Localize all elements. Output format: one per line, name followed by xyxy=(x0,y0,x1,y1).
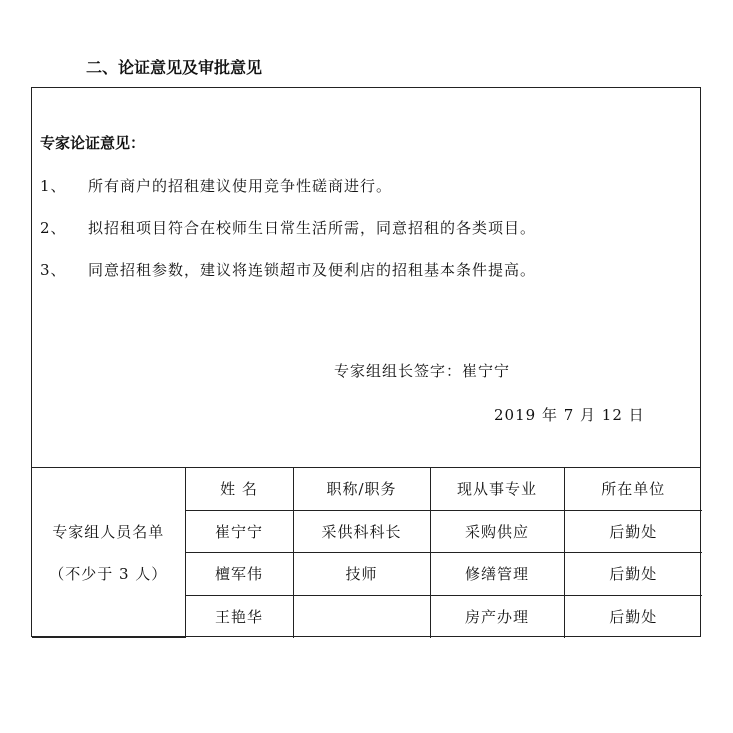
table-header-row xyxy=(32,468,702,510)
member-title: 技师 xyxy=(293,553,430,595)
member-specialty: 房产办理 xyxy=(430,595,564,637)
expert-opinion-area xyxy=(32,88,700,468)
member-list-label xyxy=(32,468,185,638)
item-number: 1、 xyxy=(40,177,67,195)
member-unit: 后勤处 xyxy=(564,553,702,595)
opinion-form xyxy=(31,87,701,637)
member-list-note: （不少于 3 人） xyxy=(49,564,168,583)
item-text: 所有商户的招租建议使用竞争性磋商进行。 xyxy=(88,177,393,195)
member-name: 王艳华 xyxy=(185,595,293,637)
opinion-item xyxy=(40,259,536,280)
member-specialty: 修缮管理 xyxy=(430,553,564,595)
opinion-item xyxy=(40,175,392,196)
signature-date: 2019 年 7 月 12 日 xyxy=(494,406,645,424)
member-list-title: 专家组人员名单 xyxy=(52,522,165,541)
member-specialty: 采购供应 xyxy=(430,510,564,552)
member-unit: 后勤处 xyxy=(564,595,702,637)
member-title xyxy=(293,595,430,637)
expert-opinion-heading: 专家论证意见： xyxy=(40,134,146,152)
member-name: 崔宁宁 xyxy=(185,510,293,552)
opinion-item xyxy=(40,217,536,238)
item-text: 同意招租参数，建议将连锁超市及便利店的招租基本条件提高。 xyxy=(88,261,537,279)
item-text: 拟招租项目符合在校师生日常生活所需，同意招租的各类项目。 xyxy=(88,219,537,237)
header-name: 姓 名 xyxy=(185,468,293,510)
member-title: 采供科科长 xyxy=(293,510,430,552)
item-number: 2、 xyxy=(40,219,67,237)
leader-signature: 专家组组长签字：崔宁宁 xyxy=(334,362,511,380)
header-unit: 所在单位 xyxy=(564,468,702,510)
member-table xyxy=(32,468,702,638)
header-title: 职称/职务 xyxy=(293,468,430,510)
section-title: 二、论证意见及审批意见 xyxy=(86,58,263,77)
header-specialty: 现从事专业 xyxy=(430,468,564,510)
member-unit: 后勤处 xyxy=(564,510,702,552)
member-name: 檀军伟 xyxy=(185,553,293,595)
item-number: 3、 xyxy=(40,261,67,279)
